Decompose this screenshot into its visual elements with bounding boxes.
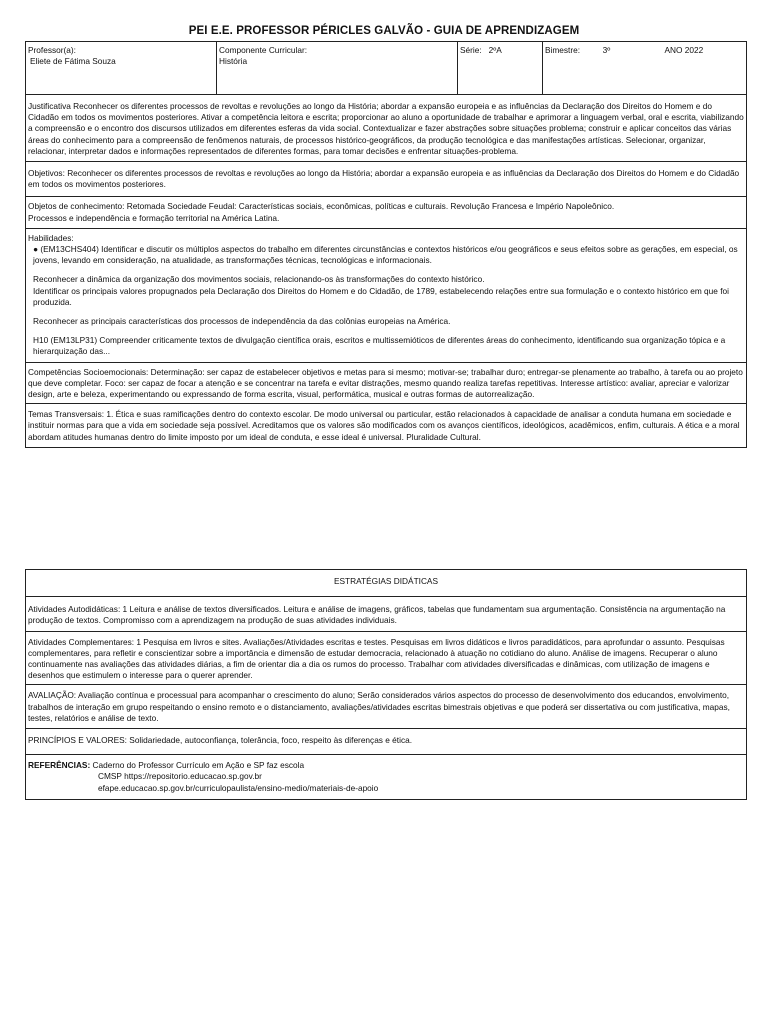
justificativa-cell [26,95,747,162]
autodidaticas-row [26,597,747,631]
bimestre-cell [543,42,747,95]
referencias-label: REFERÊNCIAS: [28,760,91,771]
habilidades-label: Habilidades: [28,232,74,243]
justificativa-row [26,95,747,162]
componente-cell [217,42,458,95]
objetos-row [26,197,747,228]
objetos-line2: Processos e independência e formação territorial na América Latina. [28,212,280,223]
page-title: PEI E.E. PROFESSOR PÉRICLES GALVÃO - GUIA DE APRENDIZAGEM [188,25,580,37]
strategies-table [25,569,747,800]
avaliacao-block [28,690,744,724]
temas-text: Temas Transversais: 1. Ética e suas ramificações dentro do contexto escolar. De modo universal ou particular, estão relacionados à capacidade de analisar a conduta humana em sociedade e instituir normas para que a vida em sociedade seja possível. Acreditamos que os valores são modificados com os avanços científicos, ideológicos, acadêmicos, enfim, culturais. A ética e a moral abordam atitudes humanas dentro do limite imposto por um ideal de conduta, e esse ideal é universal. Pluralidade Cultural. [28,409,740,442]
complementares-cell [26,631,747,685]
avaliacao-label: AVALIAÇÃO: [28,690,77,701]
serie-label: Série: [460,45,482,55]
autodidaticas-cell [26,597,747,631]
habilidade-item-4: H10 (EM13LP31) Compreender criticamente textos de divulgação científica orais, escritos e multissemióticos de diferentes áreas do conhecimento, identificando sua organização tópica e a hierarquização das... [33,335,726,357]
avaliacao-cell [26,685,747,729]
temas-cell [26,404,747,448]
componente-label: Componente Curricular: [219,45,308,55]
bimestre-label: Bimestre: [545,45,581,55]
learning-guide-table [25,41,747,448]
competencias-row [26,362,747,404]
strategies-header-cell [26,570,747,597]
objetivos-cell [26,162,747,197]
referencias-line3: efape.educacao.sp.gov.br/curriculopaulista/ensino-medio/materiais-de-apoio [98,782,379,793]
habilidades-cell [26,228,747,362]
objetos-line1: Objetos de conhecimento: Retomada Sociedade Feudal: Características sociais, econômicas, políticas e culturais. Revolução Francesa e Império Napoleônico. [28,201,615,212]
avaliacao-row [26,685,747,729]
habilidades-row [26,228,747,362]
habilidade-item-2a: Reconhecer a dinâmica da organização dos movimentos sociais, relacionando-os às transformações do contexto histórico. [33,274,485,285]
bimestre-value: 3º [602,45,611,55]
header-row [26,42,747,95]
principios-text: PRINCÍPIOS E VALORES: Solidariedade, autoconfiança, tolerância, foco, respeito às diferenças e ética. [28,735,413,746]
competencias-cell [26,362,747,404]
objetos-cell [26,197,747,228]
ano-value: ANO 2022 [664,45,704,55]
autodidaticas-text: Atividades Autodidáticas: 1 Leitura e análise de textos diversificados. Leitura e análise de imagens, gráficos, tabelas que fundamentam sua argumentação. Consistência na argumentação na produção de textos. Compromisso com a aprendizagem na produção de suas atividades individuais. [28,604,726,626]
strategies-header-row [26,570,747,597]
habilidade-item-2b: Identificar os principais valores propugnados pela Declaração dos Direitos do Homem e do Cidadão, de 1789, estabelecendo relações entre sua formulação e o contexto histórico em que foi produzida. [33,285,729,307]
habilidade-item-1: ● (EM13CHS404) Identificar e discutir os múltiplos aspectos do trabalho em diferentes circunstâncias e contextos históricos e/ou geográficos e seus efeitos sobre as gerações, em especial, os jovens, levando em consideração, na atualidade, as transformações técnicas, tecnológicas e informacionais. [33,244,738,266]
temas-row [26,404,747,448]
professor-name: Eliete de Fátima Souza [30,56,116,67]
justificativa-text: Justificativa Reconhecer os diferentes processos de revoltas e revoluções ao longo da História; abordar a expansão europeia e as influências da Declaração dos Direitos do Homem e do Cidadão em todos os movimentos posteriores. Ativar a competência leitora e escrita; proporcionar ao aluno a oportunidade de trabalhar e aprimorar a linguagem verbal, oral e escrita, viabilizando a compreensão e o encontro dos discursos utilizados em diferentes esferas da vida social. Contextualizar e fazer abstrações sobre situações problema; construir e aplicar conceitos das várias áreas do conhecimento para a compreensão de fenômenos naturais, de processos histórico-geográficos, da produção tecnológica e das manifestações artísticas. Selecionar, organizar, relacionar, interpretar dados e informações representados de diferentes formas, para tomar decisões e enfrentar situações-problema. [28,101,744,156]
professor-label: Professor(a): [28,45,76,55]
objetivos-text: Objetivos: Reconhecer os diferentes processos de revoltas e revoluções ao longo da História; abordar a expansão europeia e as influências da Declaração dos Direitos do Homem e do Cidadão em todos os movimentos posteriores. [28,168,740,190]
strategies-header: ESTRATÉGIAS DIDÁTICAS [333,576,439,586]
referencias-cell [26,755,747,800]
competencias-text: Competências Socioemocionais: Determinação: ser capaz de estabelecer objetivos e metas para si mesmo; motivar-se; trabalhar duro; entregar-se plenamente ao trabalho, à tarefa ou ao projeto que deve completar. Foco: ser capaz de focar a atenção e se concentrar na tarefa e evitar distrações, mesmo quando realiza tarefas repetitivas. Interesse artístico: avaliar, apreciar e valorizar design, arte e beleza, experimentando ou expressando de forma escrita, visual, performática, musical e outras formas de autorrealização. [28,366,743,400]
referencias-row [26,755,747,800]
referencias-line1: Caderno do Professor Currículo em Ação e SP faz escola [90,760,305,771]
referencias-line1-block [28,760,744,771]
objetivos-row [26,162,747,197]
principios-row [26,729,747,755]
serie-value: 2ºA [488,45,502,55]
serie-cell [458,42,543,95]
componente-value: História [219,56,248,67]
professor-cell [26,42,217,95]
principios-cell [26,729,747,755]
complementares-row [26,631,747,685]
referencias-line2: CMSP https://repositorio.educacao.sp.gov.br [98,771,262,782]
habilidade-item-3: Reconhecer as principais características dos processos de independência da das colônias europeias na América. [33,316,451,327]
avaliacao-text: Avaliação contínua e processual para acompanhar o crescimento do aluno; Serão considerados vários aspectos do processo de desenvolvimento dos educandos, envolvimento, trabalhos de interação em grupo respeitando o ensino remoto e o distanciamento, avaliações/atividades escritas bimestrais objetivas e que poderá ser dissertativa ou com justificativa, mapas, testes, relatórios e análise de texto. [28,690,730,723]
complementares-text: Atividades Complementares: 1 Pesquisa em livros e sites. Avaliações/Atividades escritas e testes. Pesquisas em livros didáticos e livros paradidáticos, para aprofundar o assunto. Pesquisas complementares, para refletir e conscientizar sobre a importância e dimensão de estudar democracia, relacionado à atuação no cotidiano do aluno. Análise de imagens. Recuperar o aluno continuamente nas avaliações das atividades diárias, a fim de orientar dia a dia os rumos do processo. Trabalhar com atividades diversificadas e dinâmicas, com utilização de imagens e desenhos que estimulem o interesse para o querer aprender. [28,636,725,681]
